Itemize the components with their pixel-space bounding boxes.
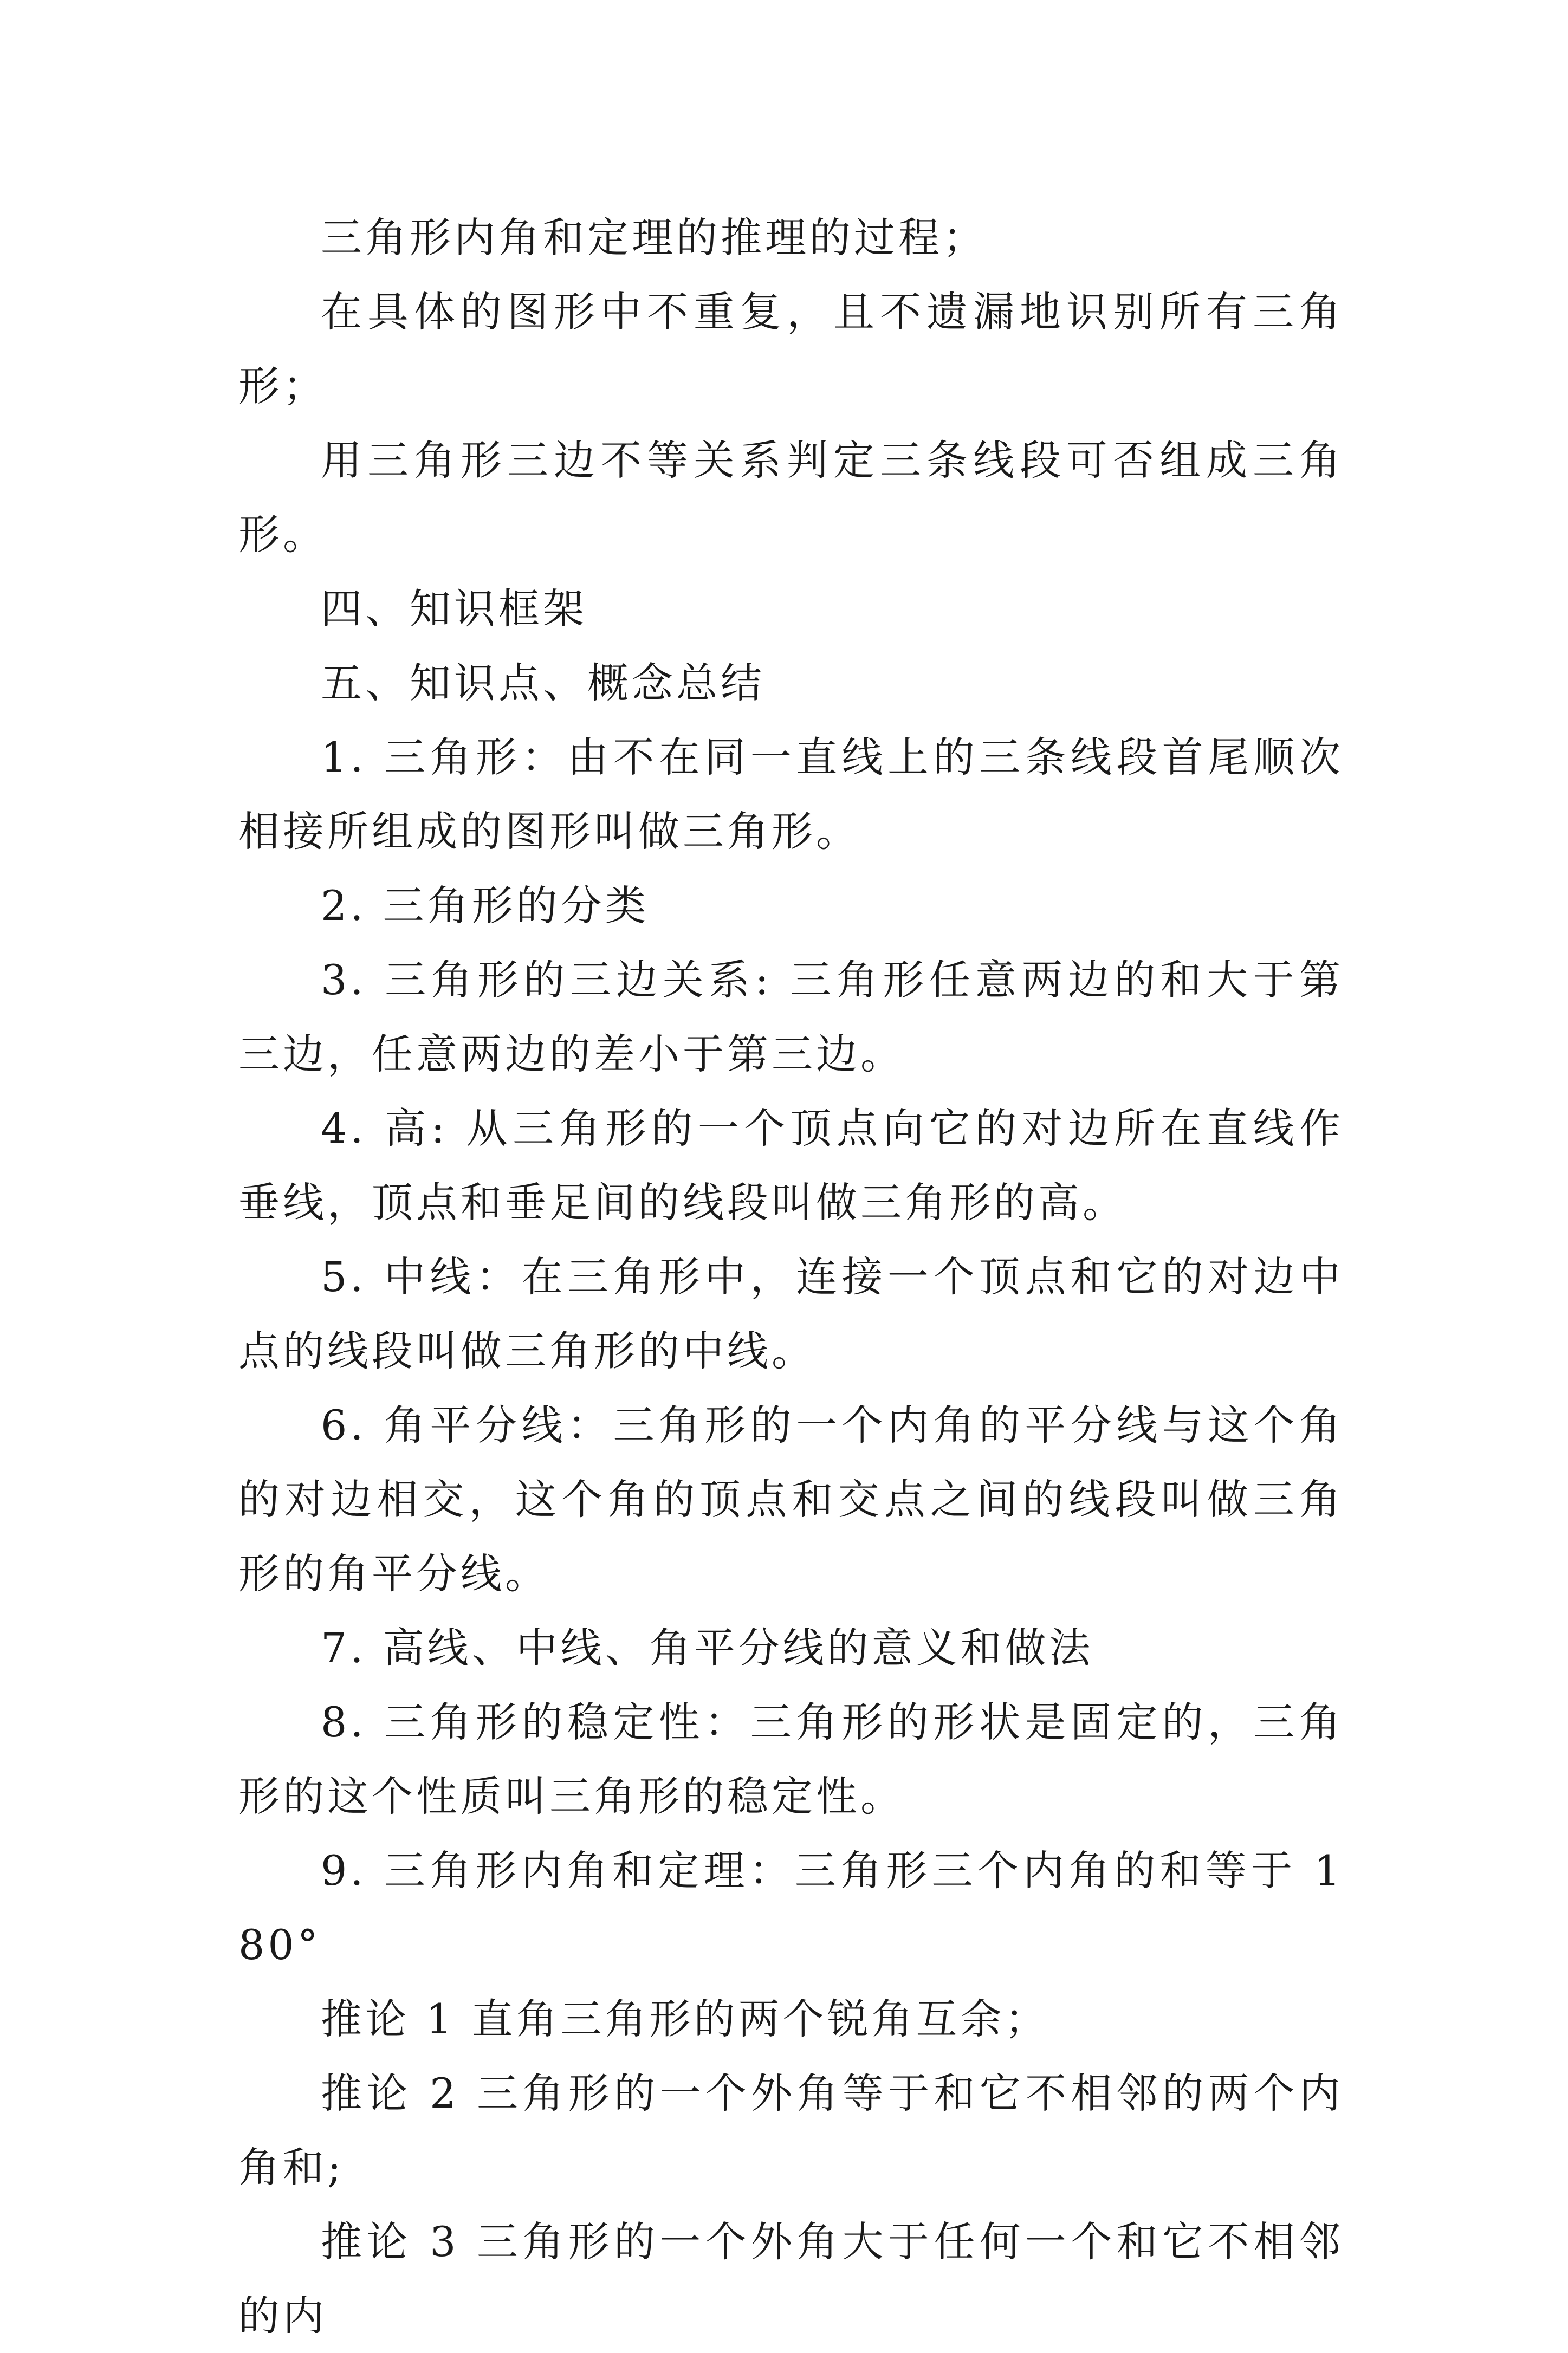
paragraph-identify-triangles: 在具体的图形中不重复，且不遗漏地识别所有三角形； bbox=[238, 288, 1344, 410]
paragraph-median: 5. 中线：在三角形中，连接一个顶点和它的对边中点的线段叫做三角形的中线。 bbox=[238, 1253, 1344, 1375]
paragraph-angle-sum-theorem: 9. 三角形内角和定理：三角形三个内角的和等于 180° bbox=[238, 1846, 1344, 1969]
paragraph-definition-triangle: 1. 三角形：由不在同一直线上的三条线段首尾顺次相接所组成的图形叫做三角形。 bbox=[238, 733, 1344, 855]
paragraph-altitude: 4. 高: 从三角形的一个顶点向它的对边所在直线作垂线，顶点和垂足间的线段叫做三角形的高。 bbox=[238, 1104, 1344, 1227]
paragraph-side-inequality: 用三角形三边不等关系判定三条线段可否组成三角形。 bbox=[238, 436, 1344, 559]
paragraph-corollary-3: 推论 3 三角形的一个外角大于任何一个和它不相邻的内 bbox=[238, 2218, 1344, 2340]
paragraph-meaning-and-method: 7. 高线、中线、角平分线的意义和做法 bbox=[321, 1624, 1094, 1672]
heading-knowledge-framework: 四、知识框架 bbox=[321, 585, 587, 633]
paragraph-three-sides: 3. 三角形的三边关系: 三角形任意两边的和大于第三边，任意两边的差小于第三边。 bbox=[238, 956, 1344, 1078]
paragraph-stability: 8. 三角形的稳定性：三角形的形状是固定的，三角形的这个性质叫三角形的稳定性。 bbox=[238, 1698, 1344, 1820]
heading-knowledge-summary: 五、知识点、概念总结 bbox=[321, 659, 765, 707]
paragraph-angle-bisector: 6. 角平分线：三角形的一个内角的平分线与这个角的对边相交，这个角的顶点和交点之间的线段叫做三角形的角平分线。 bbox=[238, 1401, 1344, 1598]
paragraph-reasoning-process: 三角形内角和定理的推理的过程； bbox=[321, 213, 987, 262]
paragraph-corollary-1: 推论 1 直角三角形的两个锐角互余； bbox=[321, 1995, 1049, 2043]
document-body bbox=[238, 200, 1344, 2353]
paragraph-corollary-2: 推论 2 三角形的一个外角等于和它不相邻的两个内角和; bbox=[238, 2069, 1344, 2192]
paragraph-classification: 2. 三角形的分类 bbox=[321, 881, 650, 930]
